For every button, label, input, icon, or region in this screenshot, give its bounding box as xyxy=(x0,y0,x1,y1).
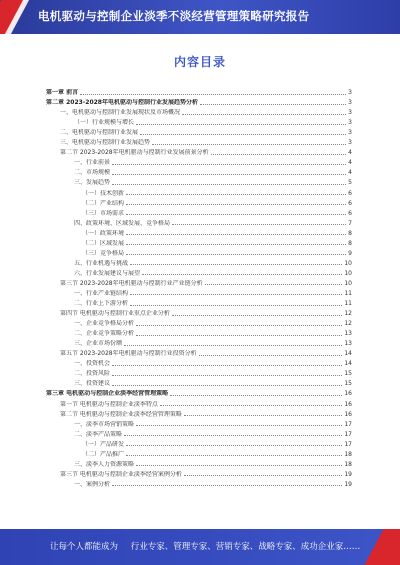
toc-entry[interactable] xyxy=(46,428,352,438)
toc-entry-page: 12 xyxy=(344,310,352,318)
toc-entry-page: 14 xyxy=(344,350,352,358)
footer-lead: 让每个人都能成为 xyxy=(50,542,119,552)
dot-leader xyxy=(112,364,342,366)
toc-entry-title: 三、企业市场份额 xyxy=(74,340,123,348)
dot-leader xyxy=(172,314,342,316)
dot-leader xyxy=(130,304,342,306)
dot-leader xyxy=(152,143,346,145)
dot-leader xyxy=(126,213,346,215)
toc-entry-page: 8 xyxy=(348,229,352,237)
toc-entry[interactable] xyxy=(46,126,352,136)
toc-entry-title: 三、淡季人力资源策略 xyxy=(74,460,135,468)
toc-entry-page: 13 xyxy=(344,340,352,348)
toc-entry-title: 第三章 电机驱动与控制企业淡季经营管理策略 xyxy=(46,390,169,398)
dot-leader xyxy=(160,404,342,406)
toc-entry[interactable] xyxy=(46,176,352,186)
toc-entry-title: 第三节 电机驱动与控制企业淡季经营案例分析 xyxy=(60,470,182,478)
toc-entry-title: 六、行业发展建议与展望 xyxy=(74,269,141,277)
toc-entry-title: （二）产品推广 xyxy=(82,450,125,458)
toc-entry-page: 3 xyxy=(348,119,352,127)
toc-entry-page: 13 xyxy=(344,330,352,338)
dot-leader xyxy=(126,233,346,235)
toc-entry-title: 第二节 2023-2028年电机驱动与控制行业发展前景分析 xyxy=(60,149,209,157)
toc-entry-title: 二、投资风险 xyxy=(74,370,111,378)
toc-entry[interactable] xyxy=(46,257,352,267)
dot-leader xyxy=(112,183,346,185)
dot-leader xyxy=(184,414,342,416)
header-banner xyxy=(0,0,400,34)
dot-leader xyxy=(126,243,346,245)
toc-entry-page: 3 xyxy=(348,129,352,137)
toc-entry[interactable] xyxy=(46,197,352,207)
toc-entry-title: （三）市场需求 xyxy=(82,209,125,217)
toc-entry-page: 18 xyxy=(344,450,352,458)
toc-entry-page: 18 xyxy=(344,460,352,468)
toc-entry-page: 19 xyxy=(344,480,352,488)
dot-leader xyxy=(136,324,342,326)
toc-entry-page: 10 xyxy=(344,279,352,287)
toc-entry-title: 第三节 2023-2028年电机驱动与控制行业产业链分析 xyxy=(60,279,203,287)
dot-leader xyxy=(172,223,346,225)
dot-leader xyxy=(112,163,346,165)
toc-heading: 内容目录 xyxy=(173,55,226,69)
dot-leader xyxy=(211,153,347,155)
toc-entry[interactable] xyxy=(46,156,352,166)
toc-entry-page: 11 xyxy=(344,300,352,308)
toc-entry-page: 10 xyxy=(344,269,352,277)
toc-entry[interactable] xyxy=(46,267,352,277)
toc-entry-title: 第五节 2023-2028年电机驱动与控制行业投资分析 xyxy=(60,350,197,358)
toc-entry-title: （一）行业规模与增长 xyxy=(74,119,135,127)
toc-entry[interactable] xyxy=(46,96,352,106)
toc-entry-title: 一、行业产业链结构 xyxy=(74,289,129,297)
toc-entry[interactable] xyxy=(46,347,352,357)
toc-entry[interactable] xyxy=(46,367,352,377)
toc-entry[interactable] xyxy=(46,116,352,126)
toc-entry-page: 11 xyxy=(344,289,352,297)
toc-entry[interactable] xyxy=(46,337,352,347)
toc-entry-page: 16 xyxy=(344,400,352,408)
toc-entry[interactable] xyxy=(46,448,352,458)
toc-entry[interactable] xyxy=(46,106,352,116)
red-accent-stripe xyxy=(364,529,400,565)
dot-leader xyxy=(126,454,342,456)
dot-leader xyxy=(184,474,342,476)
toc-entry-title: 一、淡季市场营销策略 xyxy=(74,420,135,428)
toc-entry-page: 15 xyxy=(344,380,352,388)
toc-entry[interactable] xyxy=(46,217,352,227)
toc-entry-title: 三、电机驱动与控制行业发展趋势 xyxy=(60,139,151,147)
toc-entry[interactable] xyxy=(46,247,352,257)
dot-leader xyxy=(140,133,346,135)
toc-entry-title: 第二章 2023-2028年电机驱动与控制行业发展趋势分析 xyxy=(46,99,198,107)
dot-leader xyxy=(205,283,343,285)
toc-entry-page: 6 xyxy=(348,199,352,207)
toc-entry-page: 9 xyxy=(348,249,352,257)
toc-entry[interactable] xyxy=(46,136,352,146)
toc-entry-title: 一、案例分析 xyxy=(74,480,111,488)
toc-entry-title: 一、电机驱动与控制行业发展现状及市场概况 xyxy=(60,109,181,117)
toc-entry-title: 第四节 电机驱动与控制行业重点企业分析 xyxy=(60,310,170,318)
toc-entry-page: 6 xyxy=(348,189,352,197)
footer-roles: 行业专家、管理专家、营销专家、战略专家、成功企业家…… xyxy=(130,542,361,552)
toc-entry-title: 一、投资机会 xyxy=(74,360,111,368)
toc-entry-page: 17 xyxy=(344,420,352,428)
dot-leader xyxy=(112,384,342,386)
toc-entry-page: 14 xyxy=(344,360,352,368)
toc-entry-title: 三、投资建议 xyxy=(74,380,111,388)
dot-leader xyxy=(124,434,342,436)
toc-entry-title: 二、企业竞争策略分析 xyxy=(74,330,135,338)
toc-entry[interactable] xyxy=(46,166,352,176)
dot-leader xyxy=(136,334,342,336)
toc-entry-title: （二）产业结构 xyxy=(82,199,125,207)
toc-entry[interactable] xyxy=(46,207,352,217)
toc-entry[interactable] xyxy=(46,327,352,337)
toc-entry[interactable] xyxy=(46,458,352,468)
dot-leader xyxy=(182,113,346,115)
toc-entry-page: 5 xyxy=(348,179,352,187)
dot-leader xyxy=(112,374,342,376)
dot-leader xyxy=(136,424,342,426)
toc-entry-page: 19 xyxy=(344,470,352,478)
dot-leader xyxy=(112,484,342,486)
dot-leader xyxy=(80,93,346,95)
toc-entry[interactable] xyxy=(46,307,352,317)
toc-entry[interactable] xyxy=(46,227,352,237)
toc-entry[interactable] xyxy=(46,408,352,418)
toc-entry[interactable] xyxy=(46,418,352,428)
toc-entry-title: （二）区域发展 xyxy=(82,239,125,247)
toc-entry[interactable] xyxy=(46,317,352,327)
dot-leader xyxy=(124,344,342,346)
toc-entry-page: 3 xyxy=(348,139,352,147)
toc-entry-page: 12 xyxy=(344,320,352,328)
dot-leader xyxy=(142,273,342,275)
toc-entry-title: 四、政策环境、区域发展、竞争格局 xyxy=(74,219,171,227)
toc-entry-title: 二、淡季产品策略 xyxy=(74,430,123,438)
toc-entry[interactable] xyxy=(46,478,352,488)
toc-entry[interactable] xyxy=(46,237,352,247)
toc-entry[interactable] xyxy=(46,377,352,387)
toc-entry[interactable] xyxy=(46,287,352,297)
dot-leader xyxy=(126,203,346,205)
dot-leader xyxy=(130,293,342,295)
footer-banner xyxy=(0,529,400,565)
toc-entry[interactable] xyxy=(46,186,352,196)
toc-entry[interactable] xyxy=(46,468,352,478)
toc-entry[interactable] xyxy=(46,438,352,448)
toc-entry-title: 一、企业竞争格局分析 xyxy=(74,320,135,328)
dot-leader xyxy=(126,253,346,255)
table-of-contents xyxy=(46,86,352,488)
report-title: 电机驱动与控制企业淡季不淡经营管理策略研究报告 xyxy=(38,9,310,23)
toc-entry-page: 4 xyxy=(348,169,352,177)
toc-entry-title: 一、行业前景 xyxy=(74,159,111,167)
dot-leader xyxy=(136,464,342,466)
toc-entry-page: 3 xyxy=(348,89,352,97)
toc-entry[interactable] xyxy=(46,277,352,287)
toc-entry-page: 3 xyxy=(348,99,352,107)
dot-leader xyxy=(126,193,346,195)
toc-entry[interactable] xyxy=(46,357,352,367)
dot-leader xyxy=(130,263,342,265)
toc-entry-page: 6 xyxy=(348,209,352,217)
toc-entry-page: 4 xyxy=(348,149,352,157)
toc-entry[interactable] xyxy=(46,146,352,156)
toc-entry-title: 二、市场规模 xyxy=(74,169,111,177)
dot-leader xyxy=(136,123,346,125)
toc-entry[interactable] xyxy=(46,387,352,397)
toc-entry-title: 五、行业机遇与挑战 xyxy=(74,259,129,267)
toc-entry[interactable] xyxy=(46,297,352,307)
toc-entry-page: 3 xyxy=(348,109,352,117)
toc-entry[interactable] xyxy=(46,86,352,96)
dot-leader xyxy=(170,394,342,396)
toc-entry-title: （一）政策环境 xyxy=(82,229,125,237)
toc-entry-title: 第一节 电机驱动与控制企业淡季特点 xyxy=(60,400,158,408)
dot-leader xyxy=(126,444,342,446)
footer-slogan xyxy=(50,540,360,552)
toc-entry-page: 16 xyxy=(344,410,352,418)
toc-entry-title: 二、行业上下游分析 xyxy=(74,300,129,308)
toc-entry-page: 4 xyxy=(348,159,352,167)
toc-entry-page: 7 xyxy=(348,219,352,227)
toc-entry[interactable] xyxy=(46,397,352,407)
toc-entry-title: （三）竞争格局 xyxy=(82,249,125,257)
toc-entry-title: （一）产品研发 xyxy=(82,440,125,448)
toc-entry-page: 16 xyxy=(344,390,352,398)
toc-entry-page: 17 xyxy=(344,440,352,448)
dot-leader xyxy=(200,103,346,105)
toc-entry-title: 三、发展趋势 xyxy=(74,179,111,187)
toc-entry-page: 17 xyxy=(344,430,352,438)
toc-entry-title: （一）技术创新 xyxy=(82,189,125,197)
toc-entry-title: 第二节 电机驱动与控制企业淡季经营管理策略 xyxy=(60,410,182,418)
toc-entry-page: 8 xyxy=(348,239,352,247)
toc-entry-title: 第一章 前言 xyxy=(46,89,79,97)
dot-leader xyxy=(199,354,343,356)
toc-entry-title: 二、电机驱动与控制行业发展 xyxy=(60,129,139,137)
toc-entry-page: 15 xyxy=(344,370,352,378)
dot-leader xyxy=(112,173,346,175)
toc-entry-page: 10 xyxy=(344,259,352,267)
